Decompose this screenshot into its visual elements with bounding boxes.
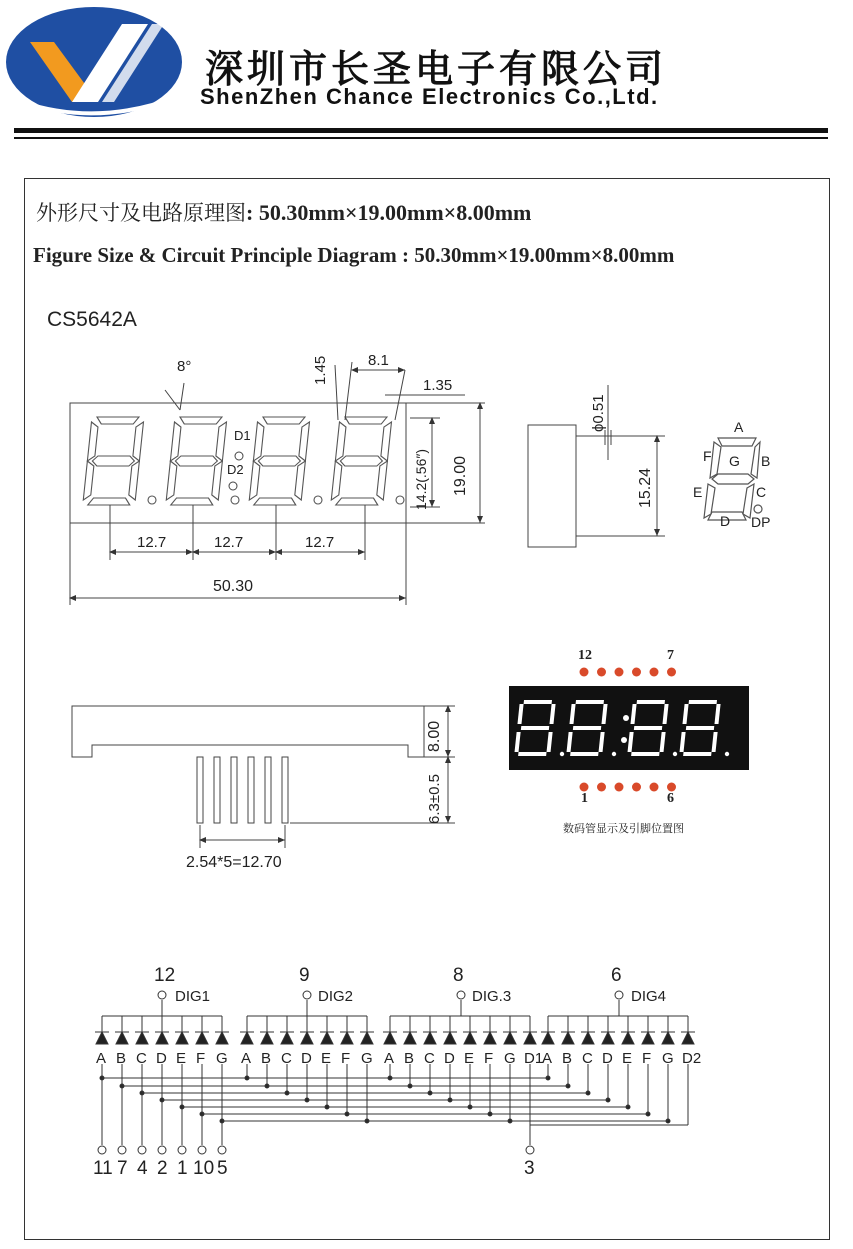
- pin-dot-top-1: [580, 668, 589, 677]
- front-digit-3: [249, 417, 310, 505]
- label-d2: D2: [227, 462, 244, 477]
- seg-1-d: D: [156, 1050, 167, 1067]
- seg-4-d2: D2: [682, 1050, 702, 1067]
- company-name-en: ShenZhen Chance Electronics Co.,Ltd.: [200, 84, 659, 109]
- bottom-pin-1: [197, 757, 203, 823]
- display-dp-4: [725, 752, 729, 756]
- label-1-45: 1.45: [312, 355, 329, 385]
- seg-4-f: F: [642, 1050, 652, 1067]
- seg-2-g: G: [361, 1050, 373, 1067]
- pin-caption: 数码管显示及引脚位置图: [563, 822, 684, 835]
- seg-3-b: B: [404, 1050, 415, 1067]
- display-colon-bottom: [621, 737, 627, 743]
- colon-pin: 3: [524, 1158, 535, 1179]
- label-1-35: 1.35: [423, 377, 453, 394]
- pin-dot-top-5: [650, 668, 659, 677]
- front-dp-3: [314, 496, 322, 504]
- seg-label-a: A: [734, 419, 744, 435]
- label-width: 50.30: [213, 578, 254, 595]
- label-pin-span: 15.24: [637, 467, 654, 508]
- label-19-00: 19.00: [452, 455, 469, 496]
- bottom-pin-5: [265, 757, 271, 823]
- bottom-view: [72, 706, 455, 848]
- title-en: Figure Size & Circuit Principle Diagram : 50.30mm×19.00mm×8.00mm: [33, 243, 675, 267]
- pin-dot-top-6: [667, 668, 676, 677]
- front-digit-1: [83, 417, 144, 505]
- bottom-pin-2: [214, 757, 220, 823]
- label-d1: D1: [234, 428, 251, 443]
- digit-label-2: DIG2: [318, 988, 354, 1005]
- seg-label-b: B: [761, 453, 771, 469]
- label-pitch-2: 12.7: [214, 534, 244, 551]
- seg-2-d: D: [301, 1050, 312, 1067]
- segment-legend-shape: [704, 438, 762, 520]
- seg-4-b: B: [562, 1050, 573, 1067]
- label-pin-pitch: 2.54*5=12.70: [186, 854, 282, 871]
- seg-label-e: E: [693, 484, 703, 500]
- seg-2-b: B: [261, 1050, 272, 1067]
- front-dp-1: [148, 496, 156, 504]
- label-8-1: 8.1: [368, 352, 389, 369]
- pin-label-6: 6: [667, 791, 674, 806]
- seg-3-c: C: [424, 1050, 435, 1067]
- seg-2-f: F: [341, 1050, 351, 1067]
- seg-1-e: E: [176, 1050, 187, 1067]
- seg-4-d: D: [602, 1050, 613, 1067]
- pin-dot-bottom-3: [615, 783, 624, 792]
- seg-3-e: E: [464, 1050, 475, 1067]
- label-pitch-1: 12.7: [137, 534, 167, 551]
- title-cn-label: 外形尺寸及电路原理图: [36, 201, 246, 225]
- company-name-cn: 深圳市长圣电子有限公司: [205, 47, 668, 91]
- front-dp-4: [396, 496, 404, 504]
- seg-3-a: A: [384, 1050, 395, 1067]
- label-14-2: 14.2(.56″): [413, 449, 429, 510]
- bottom-pin-5: 5: [217, 1158, 228, 1179]
- pin-dot-top-2: [597, 668, 606, 677]
- digit-pin-12: 12: [154, 965, 176, 986]
- pin-dot-bottom-4: [632, 783, 641, 792]
- front-digit-4: [331, 417, 392, 505]
- bottom-pin-6: [282, 757, 288, 823]
- seg-3-f: F: [484, 1050, 494, 1067]
- seg-3-g: G: [504, 1050, 516, 1067]
- seg-label-dp: DP: [751, 514, 771, 530]
- digit-pin-6: 6: [611, 965, 622, 986]
- pin-dot-bottom-6: [667, 783, 676, 792]
- front-digit-2: [166, 417, 227, 505]
- label-height: 8.00: [426, 720, 443, 752]
- label-pitch-3: 12.7: [305, 534, 335, 551]
- bottom-pin-7: 7: [117, 1158, 128, 1179]
- bottom-pin-4: [248, 757, 254, 823]
- pin-dot-bottom-2: [597, 783, 606, 792]
- display-dp-1: [560, 752, 564, 756]
- pin-dot-top-3: [615, 668, 624, 677]
- digit-pin-8: 8: [453, 965, 464, 986]
- seg-2-c: C: [281, 1050, 292, 1067]
- seg-label-c: C: [756, 484, 767, 500]
- bottom-pin-11: 11: [93, 1158, 113, 1179]
- digit-label-3: DIG.3: [472, 988, 512, 1005]
- seg-1-a: A: [96, 1050, 107, 1067]
- seg-1-b: B: [116, 1050, 127, 1067]
- seg-3-d: D: [444, 1050, 455, 1067]
- seg-3-d1: D1: [524, 1050, 544, 1067]
- seg-label-d: D: [720, 513, 731, 529]
- bottom-pin-10: 10: [193, 1158, 215, 1179]
- seg-1-g: G: [216, 1050, 228, 1067]
- seg-1-f: F: [196, 1050, 206, 1067]
- pin-label-12: 12: [578, 648, 592, 663]
- label-pin-length: 6.3±0.5: [426, 774, 443, 824]
- front-dp-2: [231, 496, 239, 504]
- model-number: CS5642A: [47, 308, 137, 331]
- seg-label-g: G: [729, 453, 740, 469]
- seg-4-c: C: [582, 1050, 593, 1067]
- seg-label-f: F: [703, 448, 712, 464]
- seg-2-a: A: [241, 1050, 252, 1067]
- seg-4-a: A: [542, 1050, 553, 1067]
- bottom-pin-4: 4: [137, 1158, 148, 1179]
- pin-dot-top-4: [632, 668, 641, 677]
- seg-2-e: E: [321, 1050, 332, 1067]
- seg-4-e: E: [622, 1050, 633, 1067]
- pin-dot-bottom-1: [580, 783, 589, 792]
- display-dp-2: [612, 752, 616, 756]
- bottom-pin-1: 1: [177, 1158, 188, 1179]
- title-cn-dims: : 50.30mm×19.00mm×8.00mm: [246, 200, 532, 225]
- label-pin-dia: ϕ0.51: [590, 394, 607, 432]
- circuit-diagram: [95, 991, 695, 1154]
- pin-label-1: 1: [581, 791, 588, 806]
- display-dp-3: [673, 752, 677, 756]
- digit-pin-9: 9: [299, 965, 310, 986]
- display-colon-top: [623, 715, 629, 721]
- pin-dot-bottom-5: [650, 783, 659, 792]
- digit-label-4: DIG4: [631, 988, 667, 1005]
- pin-position-display: [500, 660, 760, 800]
- bottom-pin-3: [231, 757, 237, 823]
- bottom-pin-2: 2: [157, 1158, 168, 1179]
- seg-4-g: G: [662, 1050, 674, 1067]
- seg-1-c: C: [136, 1050, 147, 1067]
- label-angle: 8°: [177, 358, 192, 375]
- digit-label-1: DIG1: [175, 988, 211, 1005]
- pin-label-7: 7: [667, 648, 674, 663]
